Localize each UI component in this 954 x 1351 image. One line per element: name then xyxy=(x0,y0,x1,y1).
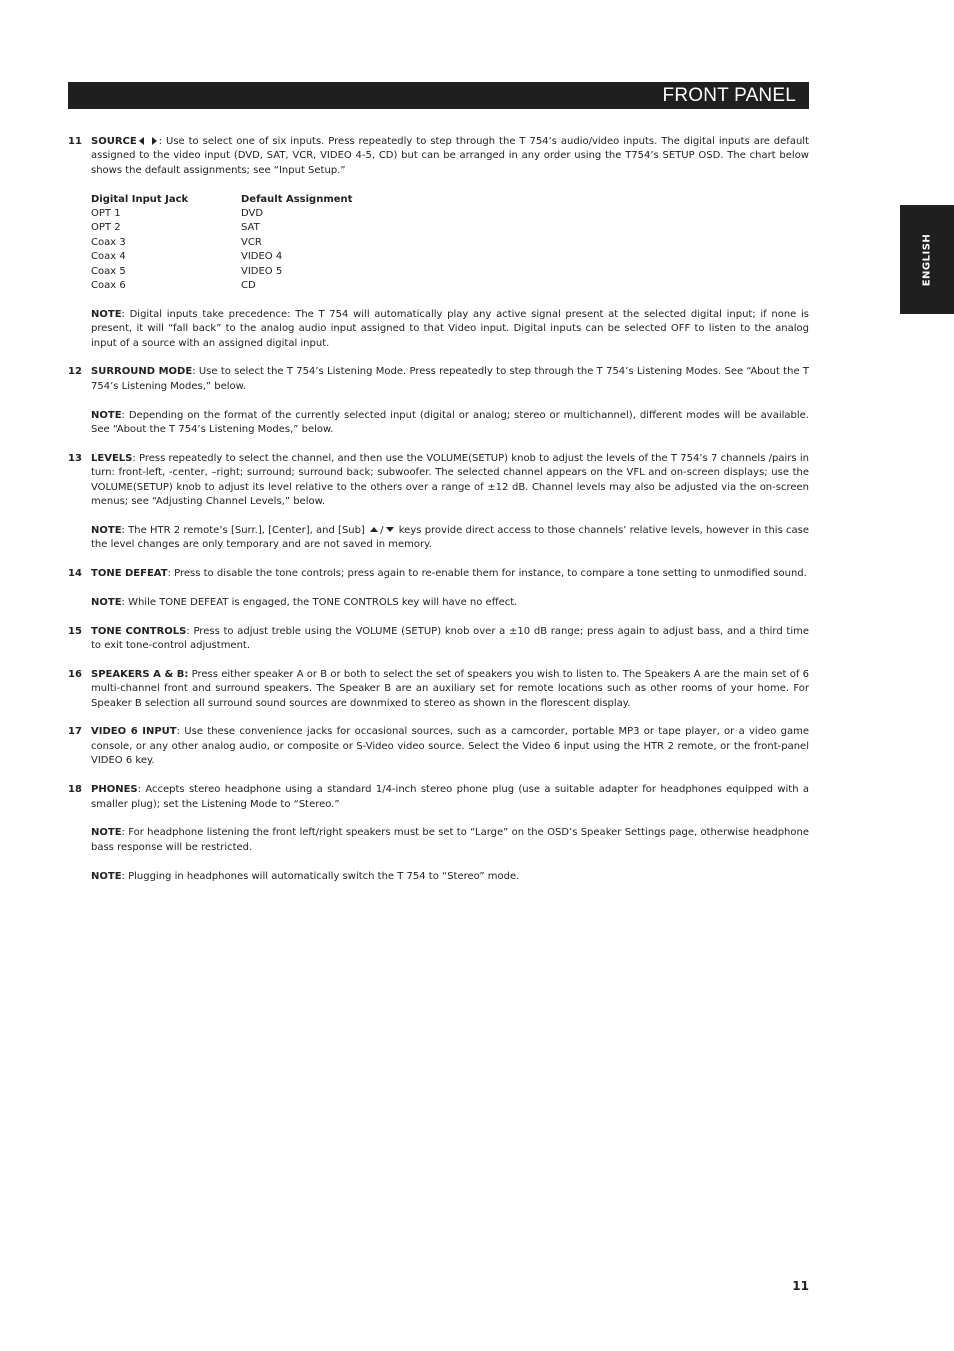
item-description xyxy=(91,135,809,178)
item-description xyxy=(91,625,809,654)
table-cell: CD xyxy=(241,280,256,292)
item-source xyxy=(68,135,809,351)
note-text: keys provide direct access to those channels’ relative levels, however in this case the level changes are only temporary and are not saved in memory. xyxy=(91,524,809,551)
item-number: 16 xyxy=(68,668,82,680)
item-text: Press either speaker A or B or both to select the set of speakers you wish to listen to. The Speakers A are the main set of 6 multi-channel front and surround speakers. The Speaker B are an auxiliary set for remote locations such as other rooms of your home. For Speaker B selection all surround sound sources are downmixed to stereo as shown in the florescent display. xyxy=(91,668,809,709)
item-text: : Press to adjust treble using the VOLUME (SETUP) knob over a ±10 dB range; press again to adjust bass, and a third time to exit tone-control adjustment. xyxy=(91,625,809,652)
table-row xyxy=(91,236,352,250)
item-text: : Use these convenience jacks for occasional sources, such as a camcorder, portable MP3 or tape player, or a video game console, or any other analog audio, or composite or S-Video video source. Select the Video 6 input using the HTR 2 remote, or the front-panel VIDEO 6 key. xyxy=(91,726,809,767)
note-text: : The HTR 2 remote’s [Surr.], [Center], and [Sub] xyxy=(121,524,365,536)
item-label: PHONES xyxy=(91,784,138,796)
up-arrow-icon xyxy=(370,527,378,532)
note-label: NOTE xyxy=(91,524,122,536)
down-arrow-icon xyxy=(386,527,394,532)
table-row xyxy=(91,250,352,264)
item-description xyxy=(91,452,809,510)
item-description xyxy=(91,567,809,581)
table-row xyxy=(91,279,352,293)
note-text: : Depending on the format of the currently selected input (digital or analog; stereo or multichannel), different modes will be available. See “About the T 754’s Listening Modes,” below. xyxy=(91,409,809,436)
item-number: 11 xyxy=(68,136,82,147)
item-note xyxy=(91,870,809,884)
item-note xyxy=(91,524,809,553)
column-header: Default Assignment xyxy=(241,193,353,205)
item-number: 15 xyxy=(68,625,82,637)
table-cell: DVD xyxy=(241,208,264,220)
table-cell: OPT 1 xyxy=(91,208,121,220)
item-video-6-input xyxy=(68,725,809,768)
table-cell: OPT 2 xyxy=(91,222,121,234)
header-bar xyxy=(68,82,809,109)
table-row xyxy=(91,265,352,279)
note-label: NOTE xyxy=(91,409,122,421)
note-text: : Digital inputs take precedence: The T 754 will automatically play any active signal present at the selected digital input; if none is present, it will “fall back” to the analog audio input assigned to that Video input. Digital inputs can be selected OFF to listen to the analog input of a source with an assigned digital input. xyxy=(91,308,809,349)
note-text: : Plugging in headphones will automatically switch the T 754 to “Stereo” mode. xyxy=(121,870,520,882)
table-cell: SAT xyxy=(241,222,260,234)
item-phones xyxy=(68,783,809,884)
item-text: : Use to select one of six inputs. Press repeatedly to step through the T 754’s audio/video inputs. The digital inputs are default assigned to the video input (DVD, SAT, VCR, VIDEO 4-5, CD) but can be arranged in any order using the T754’s SETUP OSD. The chart below shows the default assignments; see “Input Setup.” xyxy=(91,136,809,176)
table-cell: Coax 6 xyxy=(91,280,126,292)
item-tone-defeat xyxy=(68,567,809,610)
note-text: : For headphone listening the front left/right speakers must be set to “Large” on the OSD’s Speaker Settings page, otherwise headphone bass response will be restricted. xyxy=(91,827,809,853)
item-number: 13 xyxy=(68,452,82,464)
item-label: TONE CONTROLS xyxy=(91,625,187,637)
table-row xyxy=(91,221,352,235)
table-cell: Coax 5 xyxy=(91,265,126,277)
item-text: : Use to select the T 754’s Listening Mode. Press repeatedly to step through the T 754’s Listening Modes. See “About the T 754’s Listening Modes,” below. xyxy=(91,366,809,392)
item-note xyxy=(91,826,809,855)
language-tab xyxy=(900,205,954,314)
note-separator: / xyxy=(380,524,384,536)
note-label: NOTE xyxy=(91,827,122,839)
item-description xyxy=(91,365,809,394)
input-assignment-table xyxy=(91,193,352,294)
table-header-row xyxy=(91,193,352,207)
item-description xyxy=(91,783,809,812)
item-label: TONE DEFEAT xyxy=(91,568,168,580)
item-text: : Accepts stereo headphone using a standard 1/4-inch stereo phone plug (use a suitable adapter for headphones equipped with a smaller plug); set the Listening Mode to “Stereo.” xyxy=(91,784,809,810)
item-text: : Press to disable the tone controls; press again to re-enable them for instance, to compare a tone setting to unmodified sound. xyxy=(167,568,807,580)
item-text: : Press repeatedly to select the channel, and then use the VOLUME(SETUP) knob to adjust the levels of the T 754’s 7 channels /pairs in turn: front-left, -center, –right; surround; surround back; subwoofer. The selected channel appears on the VFL and on-screen displays; use the VOLUME(SETUP) knob to adjust its level relative to the others over a range of ±12 dB. Channel levels may also be adjusted via the on-screen menus; see “Adjusting Channel Levels,” below. xyxy=(91,452,809,508)
item-number: 18 xyxy=(68,784,82,796)
item-number: 17 xyxy=(68,726,82,738)
item-label: LEVELS xyxy=(91,452,133,464)
item-note xyxy=(91,308,809,351)
language-tab-label: ENGLISH xyxy=(921,233,933,286)
item-label: SURROUND MODE xyxy=(91,366,193,378)
table-cell: VIDEO 4 xyxy=(241,251,283,263)
table-cell: Coax 3 xyxy=(91,236,126,248)
table-cell: VCR xyxy=(241,236,262,248)
left-arrow-icon xyxy=(139,137,144,145)
column-header: Digital Input Jack xyxy=(91,193,189,205)
item-note xyxy=(91,409,809,438)
item-number: 12 xyxy=(68,366,82,378)
item-label: SOURCE xyxy=(91,136,137,147)
note-text: : While TONE DEFEAT is engaged, the TONE CONTROLS key will have no effect. xyxy=(121,596,518,608)
item-description xyxy=(91,725,809,768)
note-label: NOTE xyxy=(91,596,122,608)
item-speakers-a-b xyxy=(68,668,809,711)
item-number: 14 xyxy=(68,568,82,580)
item-tone-controls xyxy=(68,625,809,654)
note-label: NOTE xyxy=(91,308,122,320)
item-levels xyxy=(68,452,809,553)
table-row xyxy=(91,207,352,221)
item-surround-mode xyxy=(68,365,809,437)
right-arrow-icon xyxy=(152,137,157,145)
item-note xyxy=(91,596,809,610)
table-cell: VIDEO 5 xyxy=(241,265,283,277)
page-title: FRONT PANEL xyxy=(662,85,796,106)
table-cell: Coax 4 xyxy=(91,251,126,263)
content xyxy=(68,135,809,898)
item-description xyxy=(91,668,809,711)
item-label: VIDEO 6 INPUT xyxy=(91,726,177,738)
note-label: NOTE xyxy=(91,870,122,882)
item-label: SPEAKERS A & B: xyxy=(91,668,189,680)
page-number: 11 xyxy=(792,1279,809,1293)
